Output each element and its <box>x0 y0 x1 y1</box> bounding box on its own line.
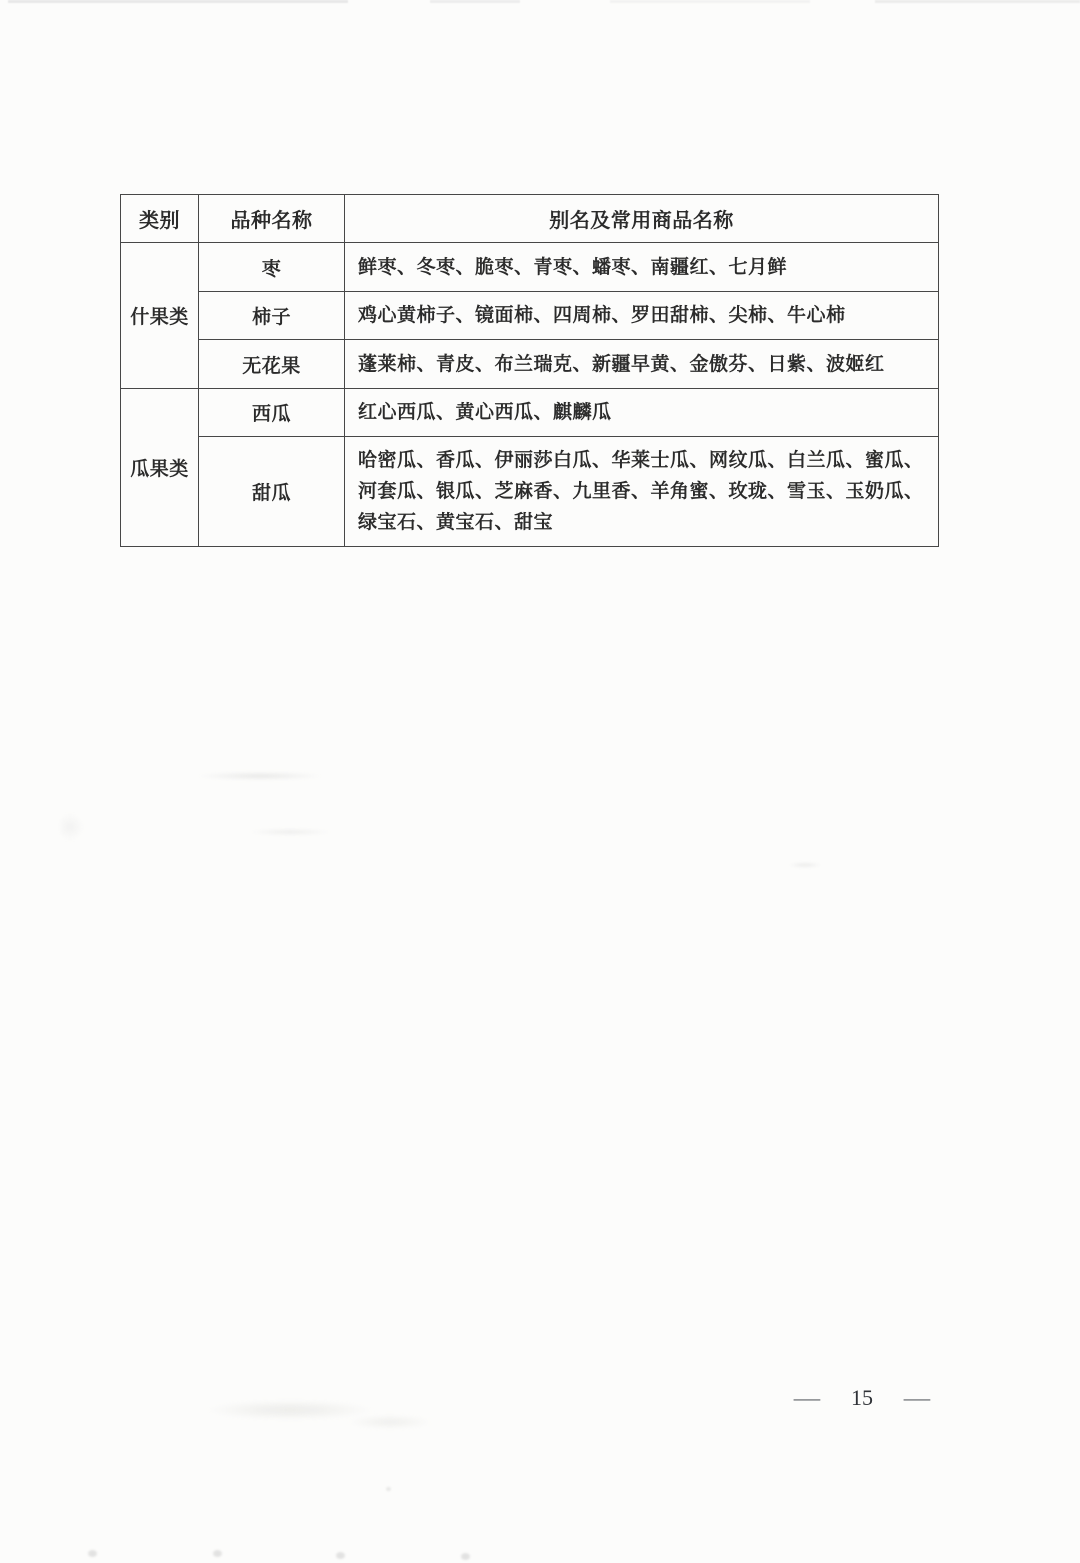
table-row-persimmon <box>121 292 939 340</box>
scan-smudge-artifact <box>60 762 350 842</box>
header-variety-name: 品种名称 <box>199 195 345 243</box>
header-aliases: 别名及常用商品名称 <box>345 195 939 243</box>
scan-speck-artifact <box>88 1550 97 1557</box>
aliases-cell-jujube: 鲜枣、冬枣、脆枣、青枣、蟠枣、南疆红、七月鲜 <box>345 243 939 292</box>
scan-edge-artifact <box>8 0 348 3</box>
table-row-jujube <box>121 243 939 292</box>
aliases-cell-watermelon: 红心西瓜、黄心西瓜、麒麟瓜 <box>345 389 939 437</box>
page-number-dash-right: — <box>903 1385 931 1410</box>
aliases-cell-muskmelon: 哈密瓜、香瓜、伊丽莎白瓜、华莱士瓜、网纹瓜、白兰瓜、蜜瓜、河套瓜、银瓜、芝麻香、九里香、羊角蜜、玫珑、雪玉、玉奶瓜、绿宝石、黄宝石、甜宝 <box>345 437 939 547</box>
scan-speck-artifact <box>461 1553 470 1560</box>
scan-edge-artifact <box>430 0 520 3</box>
table-header-row <box>121 195 939 243</box>
variety-cell-muskmelon: 甜瓜 <box>199 437 345 547</box>
fruit-variety-table <box>120 194 939 547</box>
variety-cell-fig: 无花果 <box>199 340 345 389</box>
category-cell-mixed-fruits: 什果类 <box>121 243 199 389</box>
category-cell-melon-fruits: 瓜果类 <box>121 389 199 547</box>
variety-cell-jujube: 枣 <box>199 243 345 292</box>
scan-edge-artifact <box>610 0 810 3</box>
variety-cell-watermelon: 西瓜 <box>199 389 345 437</box>
page-number <box>793 1385 931 1411</box>
table-row-watermelon <box>121 389 939 437</box>
variety-cell-persimmon: 柿子 <box>199 292 345 340</box>
table-row-fig <box>121 340 939 389</box>
scan-edge-artifact <box>875 0 1080 3</box>
header-category: 类别 <box>121 195 199 243</box>
aliases-cell-persimmon: 鸡心黄柿子、镜面柿、四周柿、罗田甜柿、尖柿、牛心柿 <box>345 292 939 340</box>
page-number-dash-left: — <box>793 1385 821 1410</box>
scan-speck-artifact <box>336 1552 345 1559</box>
page-number-value: 15 <box>851 1385 873 1410</box>
scan-speck-artifact <box>213 1550 222 1557</box>
table-row-muskmelon <box>121 437 939 547</box>
scan-smudge-artifact <box>770 850 840 880</box>
scan-smudge-artifact <box>140 1392 430 1437</box>
scan-speck-artifact <box>386 1487 391 1491</box>
aliases-cell-fig: 蓬莱柿、青皮、布兰瑞克、新疆早黄、金傲芬、日紫、波姬红 <box>345 340 939 389</box>
